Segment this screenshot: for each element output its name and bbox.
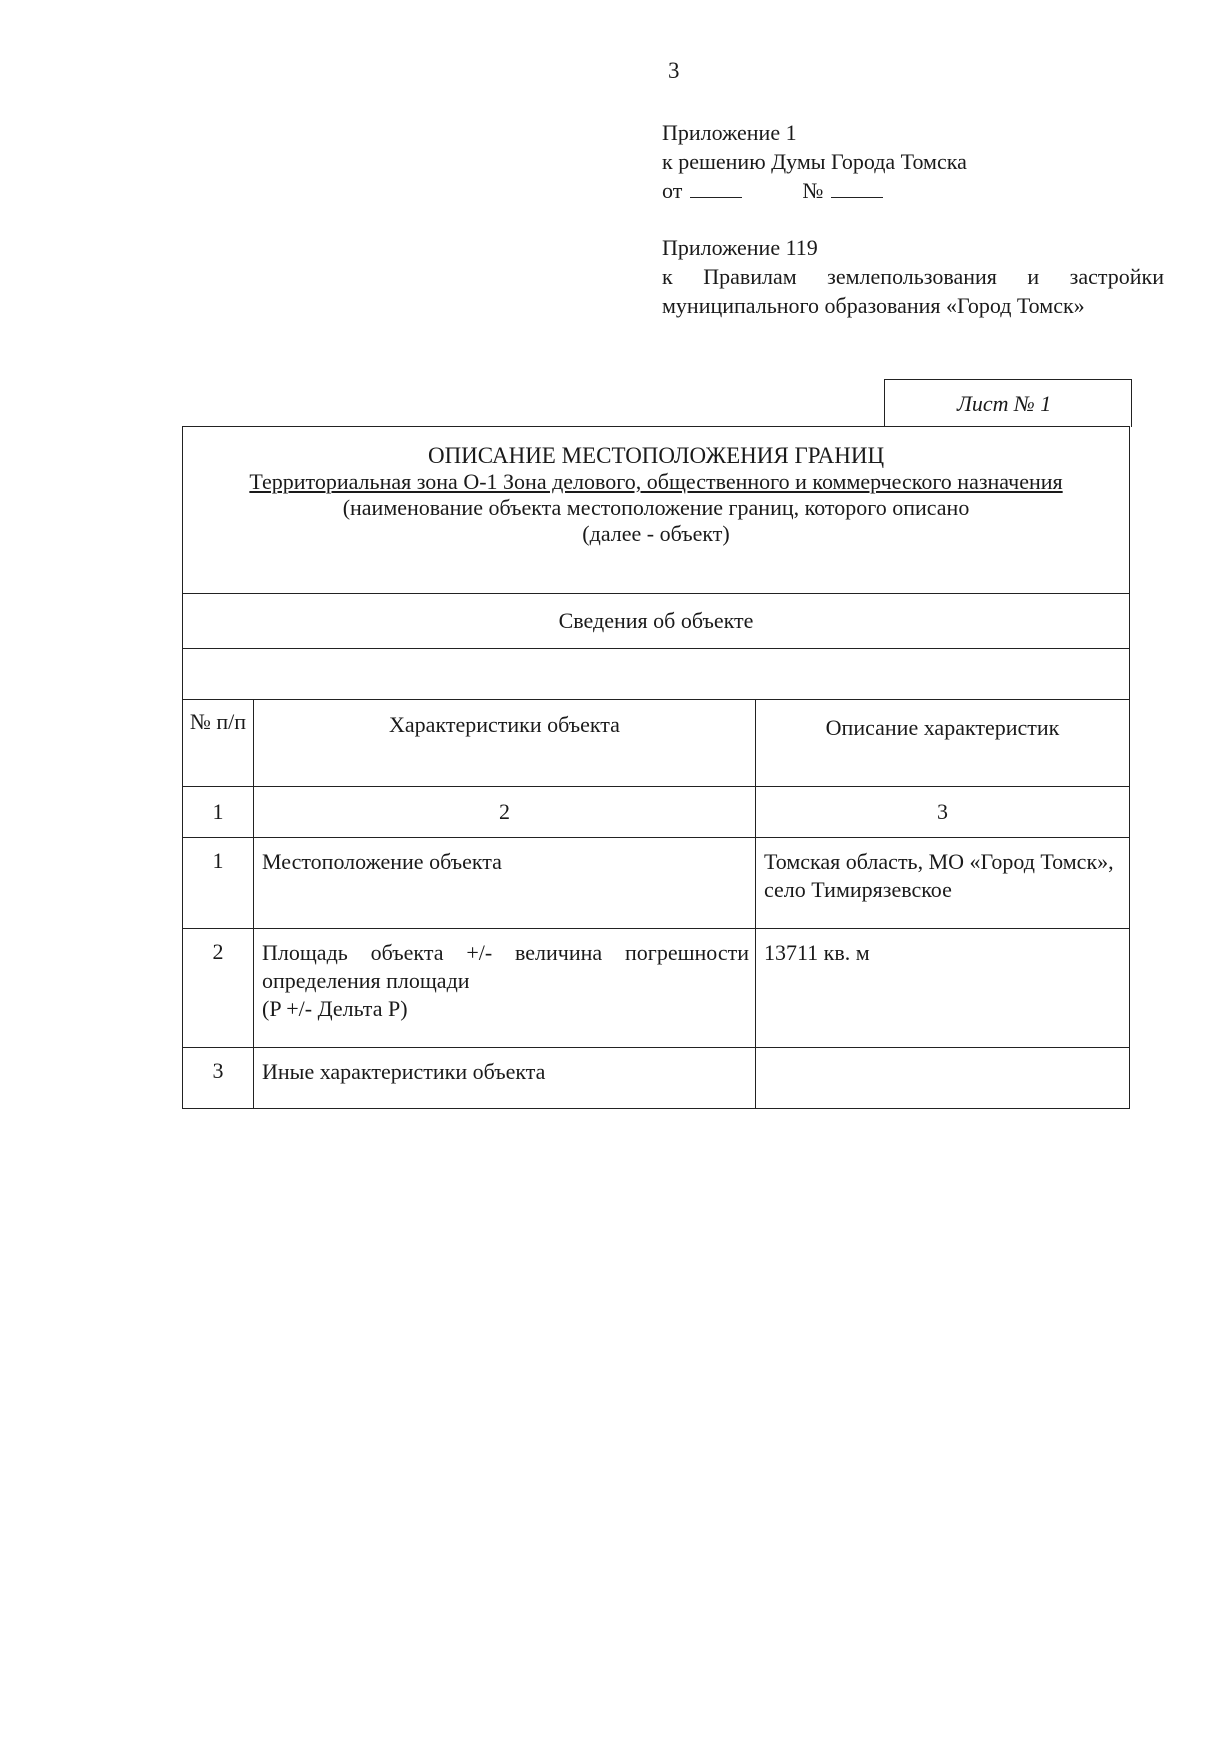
index-cell: 3: [756, 787, 1130, 838]
object-caption-line2: (далее - объект): [582, 521, 730, 546]
characteristic-line: (P +/- Дельта P): [262, 996, 408, 1021]
document-heading: ОПИСАНИЕ МЕСТОПОЛОЖЕНИЯ ГРАНИЦ: [427, 443, 885, 468]
characteristic-line: определения площади: [262, 968, 470, 993]
number-sign: №: [802, 178, 824, 203]
from-label: от: [662, 178, 683, 203]
sheet-number-label: Лист № 1: [957, 391, 1052, 416]
appendix-1-decision: к решению Думы Города Томска: [662, 149, 967, 174]
appendix-1-title: Приложение 1: [662, 120, 797, 145]
row-description: Томская область, МО «Город Томск», село Тимирязевское: [756, 838, 1130, 929]
appendix-119-municipality: муниципального образования «Город Томск»: [662, 293, 1085, 318]
table-row: [183, 838, 1130, 929]
appendix-1-block: [662, 118, 1062, 205]
row-characteristic: Местоположение объекта: [254, 838, 756, 929]
row-description: [756, 1048, 1130, 1109]
boundary-description-table: [182, 426, 1130, 1109]
section-title: Сведения об объекте: [183, 594, 1130, 649]
index-cell: 2: [254, 787, 756, 838]
appendix-119-rules: к Правилам землепользования и застройки: [662, 264, 1164, 289]
sheet-number-box: [884, 379, 1132, 427]
appendix-1-date-number: [662, 176, 1062, 205]
appendix-119-title: Приложение 119: [662, 235, 818, 260]
characteristic-line: Площадь объекта +/- величина погрешности: [262, 940, 749, 965]
table-row: [183, 1048, 1130, 1109]
zone-name: Территориальная зона О-1 Зона делового, общественного и коммерческого назначения: [249, 469, 1063, 494]
index-row: [183, 787, 1130, 838]
appendix-119-block: [662, 233, 1164, 320]
header-description: Описание характеристик: [756, 700, 1130, 787]
object-caption-line1: (наименование объекта местоположение границ, которого описано: [342, 495, 970, 520]
date-blank: [690, 179, 742, 198]
number-blank: [831, 179, 883, 198]
row-characteristic: [254, 929, 756, 1048]
row-characteristic: Иные характеристики объекта: [254, 1048, 756, 1109]
index-cell: 1: [183, 787, 254, 838]
row-description: 13711 кв. м: [756, 929, 1130, 1048]
page-number: 3: [668, 58, 680, 83]
header-num: № п/п: [183, 700, 254, 787]
title-cell: [183, 427, 1130, 594]
table-row: [183, 929, 1130, 1048]
row-number: 3: [183, 1048, 254, 1109]
header-characteristic: Характеристики объекта: [254, 700, 756, 787]
row-number: 2: [183, 929, 254, 1048]
empty-row: [183, 649, 1130, 700]
row-number: 1: [183, 838, 254, 929]
